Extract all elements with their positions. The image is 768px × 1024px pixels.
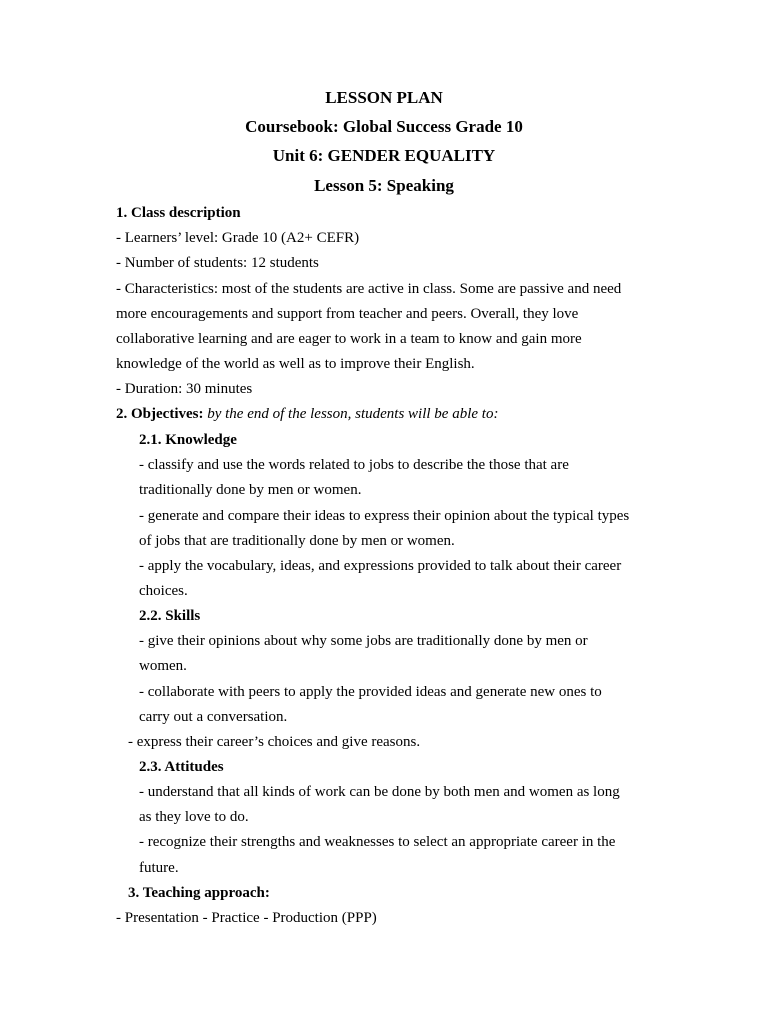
knowledge-line: - apply the vocabulary, ideas, and expressions provided to talk about their career bbox=[139, 558, 622, 574]
skills-line: women. bbox=[139, 658, 187, 674]
lesson-title: Lesson 5: Speaking bbox=[314, 176, 454, 195]
knowledge-line: traditionally done by men or women. bbox=[139, 482, 362, 498]
objectives-intro: by the end of the lesson, students will be able to: bbox=[207, 406, 499, 422]
unit-title: Unit 6: GENDER EQUALITY bbox=[272, 146, 496, 165]
skills-line: - collaborate with peers to apply the provided ideas and generate new ones to bbox=[139, 684, 602, 700]
objectives-heading: 2. Objectives: bbox=[116, 406, 204, 422]
coursebook-title: Coursebook: Global Success Grade 10 bbox=[245, 117, 523, 136]
knowledge-heading: 2.1. Knowledge bbox=[139, 432, 237, 448]
knowledge-line: of jobs that are traditionally done by men or women. bbox=[139, 533, 455, 549]
duration: - Duration: 30 minutes bbox=[116, 381, 253, 397]
teaching-approach-heading: 3. Teaching approach: bbox=[128, 885, 270, 901]
attitudes-line: future. bbox=[139, 860, 179, 876]
characteristics-line: collaborative learning and are eager to work in a team to know and gain more bbox=[116, 331, 582, 347]
knowledge-line: - generate and compare their ideas to express their opinion about the typical types bbox=[139, 508, 630, 524]
characteristics-line: more encouragements and support from teacher and peers. Overall, they love bbox=[116, 306, 579, 322]
attitudes-line: as they love to do. bbox=[139, 809, 249, 825]
knowledge-line: choices. bbox=[139, 583, 188, 599]
knowledge-line: - classify and use the words related to jobs to describe the those that are bbox=[139, 457, 569, 473]
attitudes-line: - recognize their strengths and weaknesses to select an appropriate career in the bbox=[139, 834, 616, 850]
characteristics-line: knowledge of the world as well as to improve their English. bbox=[116, 356, 475, 372]
skills-heading: 2.2. Skills bbox=[139, 608, 201, 624]
characteristics-line: - Characteristics: most of the students are active in class. Some are passive and need bbox=[116, 281, 622, 297]
teaching-approach-value: - Presentation - Practice - Production (PPP) bbox=[116, 910, 377, 926]
document-title: LESSON PLAN bbox=[325, 88, 443, 107]
skills-line: - give their opinions about why some jobs are traditionally done by men or bbox=[139, 633, 588, 649]
attitudes-heading: 2.3. Attitudes bbox=[139, 759, 224, 775]
skills-line: carry out a conversation. bbox=[139, 709, 288, 725]
learners-level: - Learners’ level: Grade 10 (A2+ CEFR) bbox=[116, 230, 360, 246]
class-description-heading: 1. Class description bbox=[116, 205, 241, 221]
attitudes-line: - understand that all kinds of work can be done by both men and women as long bbox=[139, 784, 620, 800]
objectives-line bbox=[116, 405, 498, 423]
number-of-students: - Number of students: 12 students bbox=[116, 255, 319, 271]
skills-extra-line: - express their career’s choices and give reasons. bbox=[128, 734, 421, 750]
